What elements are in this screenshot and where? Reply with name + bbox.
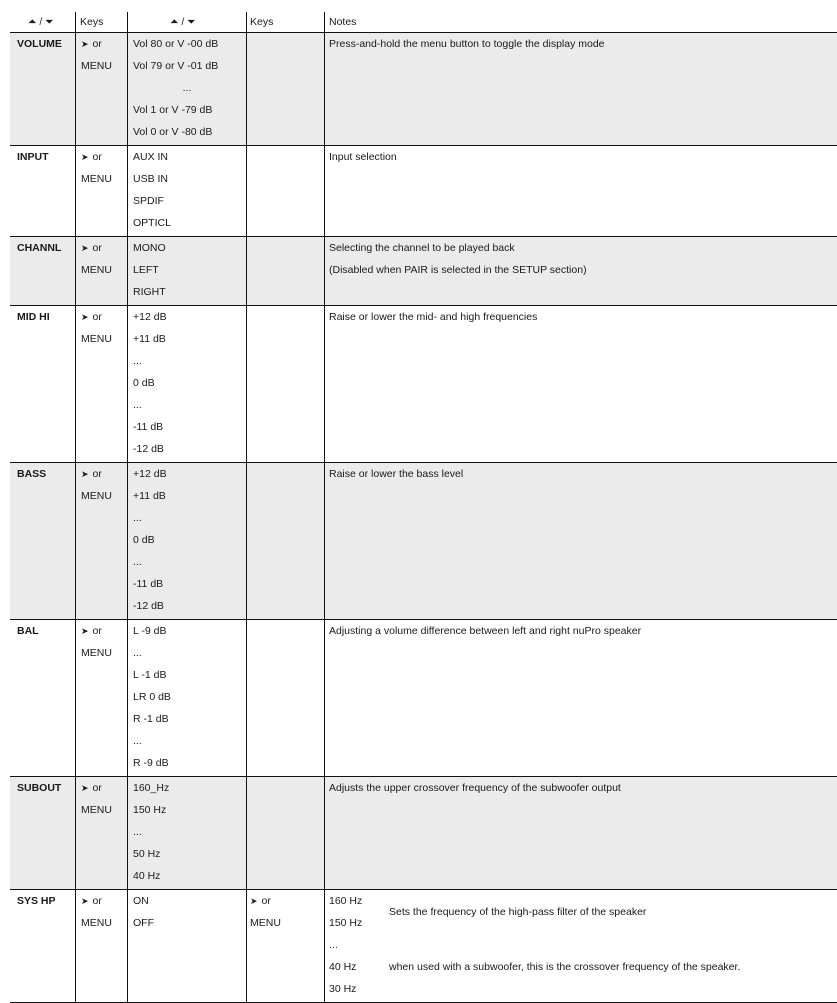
- value-item: SPDIF: [133, 195, 164, 207]
- right-arrow-icon: ➤: [81, 896, 89, 906]
- value-item: -11 dB: [133, 421, 164, 433]
- key-label: MENU: [81, 264, 112, 276]
- value-item: 150 Hz: [133, 804, 167, 816]
- value-item: ...: [133, 556, 142, 568]
- key-label: ➤ or: [81, 895, 102, 907]
- header-keys-2: Keys: [250, 16, 274, 28]
- note-text: Raise or lower the mid- and high frequencies: [329, 311, 538, 323]
- section-name: BASS: [17, 468, 47, 480]
- key-label: MENU: [81, 173, 112, 185]
- key-label: MENU: [81, 917, 112, 929]
- right-arrow-icon: ➤: [81, 783, 89, 793]
- value-item: Vol 1 or V -79 dB: [133, 104, 213, 116]
- value-item: +11 dB: [133, 490, 166, 502]
- value-item: ...: [133, 647, 142, 659]
- value-item: -11 dB: [133, 578, 164, 590]
- key-label: ➤ or: [81, 38, 102, 50]
- value-item: AUX IN: [133, 151, 169, 163]
- value-item: USB IN: [133, 173, 169, 185]
- value-item: 50 Hz: [133, 848, 161, 860]
- value-item: 0 dB: [133, 534, 155, 546]
- value-item: 0 dB: [133, 377, 155, 389]
- value-item: -12 dB: [133, 443, 164, 455]
- note-text: 160 Hz: [329, 895, 363, 907]
- value-item: OFF: [133, 917, 154, 929]
- right-arrow-icon: ➤: [81, 39, 89, 49]
- note-text: Selecting the channel to be played back: [329, 242, 515, 254]
- header-nav-arrows-values: ⏶ / ⏷: [170, 16, 196, 28]
- header-keys: Keys: [80, 16, 104, 28]
- section-sys-hp: [10, 890, 837, 1003]
- note-text: 150 Hz: [329, 917, 363, 929]
- key-label: ➤ or: [81, 625, 102, 637]
- key-label: ➤ or: [81, 468, 102, 480]
- note-text: Raise or lower the bass level: [329, 468, 464, 480]
- value-item: OPTICL: [133, 217, 171, 229]
- note-text: Adjusts the upper crossover frequency of the subwoofer output: [329, 782, 621, 794]
- section-mid-hi: [10, 306, 837, 463]
- value-item: R -9 dB: [133, 757, 169, 769]
- value-item: R -1 dB: [133, 713, 169, 725]
- section-subout: [10, 777, 837, 890]
- value-item: L -9 dB: [133, 625, 167, 637]
- value-item: 160_Hz: [133, 782, 170, 794]
- section-bass: [10, 463, 837, 620]
- value-item: ON: [133, 895, 149, 907]
- value-item: MONO: [133, 242, 166, 254]
- value-item: +11 dB: [133, 333, 166, 345]
- value-item: Vol 79 or V -01 dB: [133, 60, 219, 72]
- value-item: L -1 dB: [133, 669, 167, 681]
- value-item: Vol 0 or V -80 dB: [133, 126, 213, 138]
- note-text: Adjusting a volume difference between left and right nuPro speaker: [329, 625, 642, 637]
- right-arrow-icon: ➤: [81, 312, 89, 322]
- value-item: ...: [133, 735, 142, 747]
- key-label-2: MENU: [250, 917, 281, 929]
- key-label: MENU: [81, 647, 112, 659]
- note-text: 30 Hz: [329, 983, 357, 995]
- key-label: MENU: [81, 60, 112, 72]
- section-volume: [10, 33, 837, 146]
- note-text: Press-and-hold the menu button to toggle the display mode: [329, 38, 605, 50]
- key-label: MENU: [81, 490, 112, 502]
- key-label: ➤ or: [81, 782, 102, 794]
- key-label: ➤ or: [81, 242, 102, 254]
- section-name: SYS HP: [17, 895, 56, 907]
- note-text: (Disabled when PAIR is selected in the SETUP section): [329, 264, 587, 276]
- note-text: 40 Hz: [329, 961, 357, 973]
- right-arrow-icon: ➤: [81, 626, 89, 636]
- value-item: +12 dB: [133, 311, 167, 323]
- value-item: ...: [133, 512, 142, 524]
- right-arrow-icon: ➤: [250, 896, 258, 906]
- section-input: [10, 146, 837, 237]
- value-item: LEFT: [133, 264, 159, 276]
- key-label: ➤ or: [81, 311, 102, 323]
- value-item: ...: [133, 826, 142, 838]
- right-arrow-icon: ➤: [81, 469, 89, 479]
- table-header: [10, 12, 837, 33]
- section-channl: [10, 237, 837, 306]
- side-note: when used with a subwoofer, this is the crossover frequency of the speaker.: [389, 961, 741, 973]
- value-item: LR 0 dB: [133, 691, 171, 703]
- note-text: Input selection: [329, 151, 397, 163]
- value-item: -12 dB: [133, 600, 164, 612]
- key-label: MENU: [81, 804, 112, 816]
- side-note: Sets the frequency of the high-pass filter of the speaker: [389, 906, 647, 918]
- section-bal: [10, 620, 837, 777]
- value-item: ...: [133, 399, 142, 411]
- value-item: ...: [182, 82, 192, 94]
- section-name: BAL: [17, 625, 39, 637]
- key-label-2: ➤ or: [250, 895, 271, 907]
- settings-table: [10, 12, 837, 1003]
- note-text: ...: [329, 939, 338, 951]
- value-item: 40 Hz: [133, 870, 161, 882]
- value-item: +12 dB: [133, 468, 167, 480]
- key-label: ➤ or: [81, 151, 102, 163]
- right-arrow-icon: ➤: [81, 152, 89, 162]
- value-item: ...: [133, 355, 142, 367]
- section-name: MID HI: [17, 311, 50, 323]
- section-name: SUBOUT: [17, 782, 62, 794]
- value-item: RIGHT: [133, 286, 166, 298]
- header-notes: Notes: [329, 16, 357, 28]
- section-name: VOLUME: [17, 38, 62, 50]
- section-name: INPUT: [17, 151, 49, 163]
- value-item: Vol 80 or V -00 dB: [133, 38, 219, 50]
- header-nav-arrows: ⏶ / ⏷: [28, 16, 54, 28]
- section-name: CHANNL: [17, 242, 62, 254]
- right-arrow-icon: ➤: [81, 243, 89, 253]
- key-label: MENU: [81, 333, 112, 345]
